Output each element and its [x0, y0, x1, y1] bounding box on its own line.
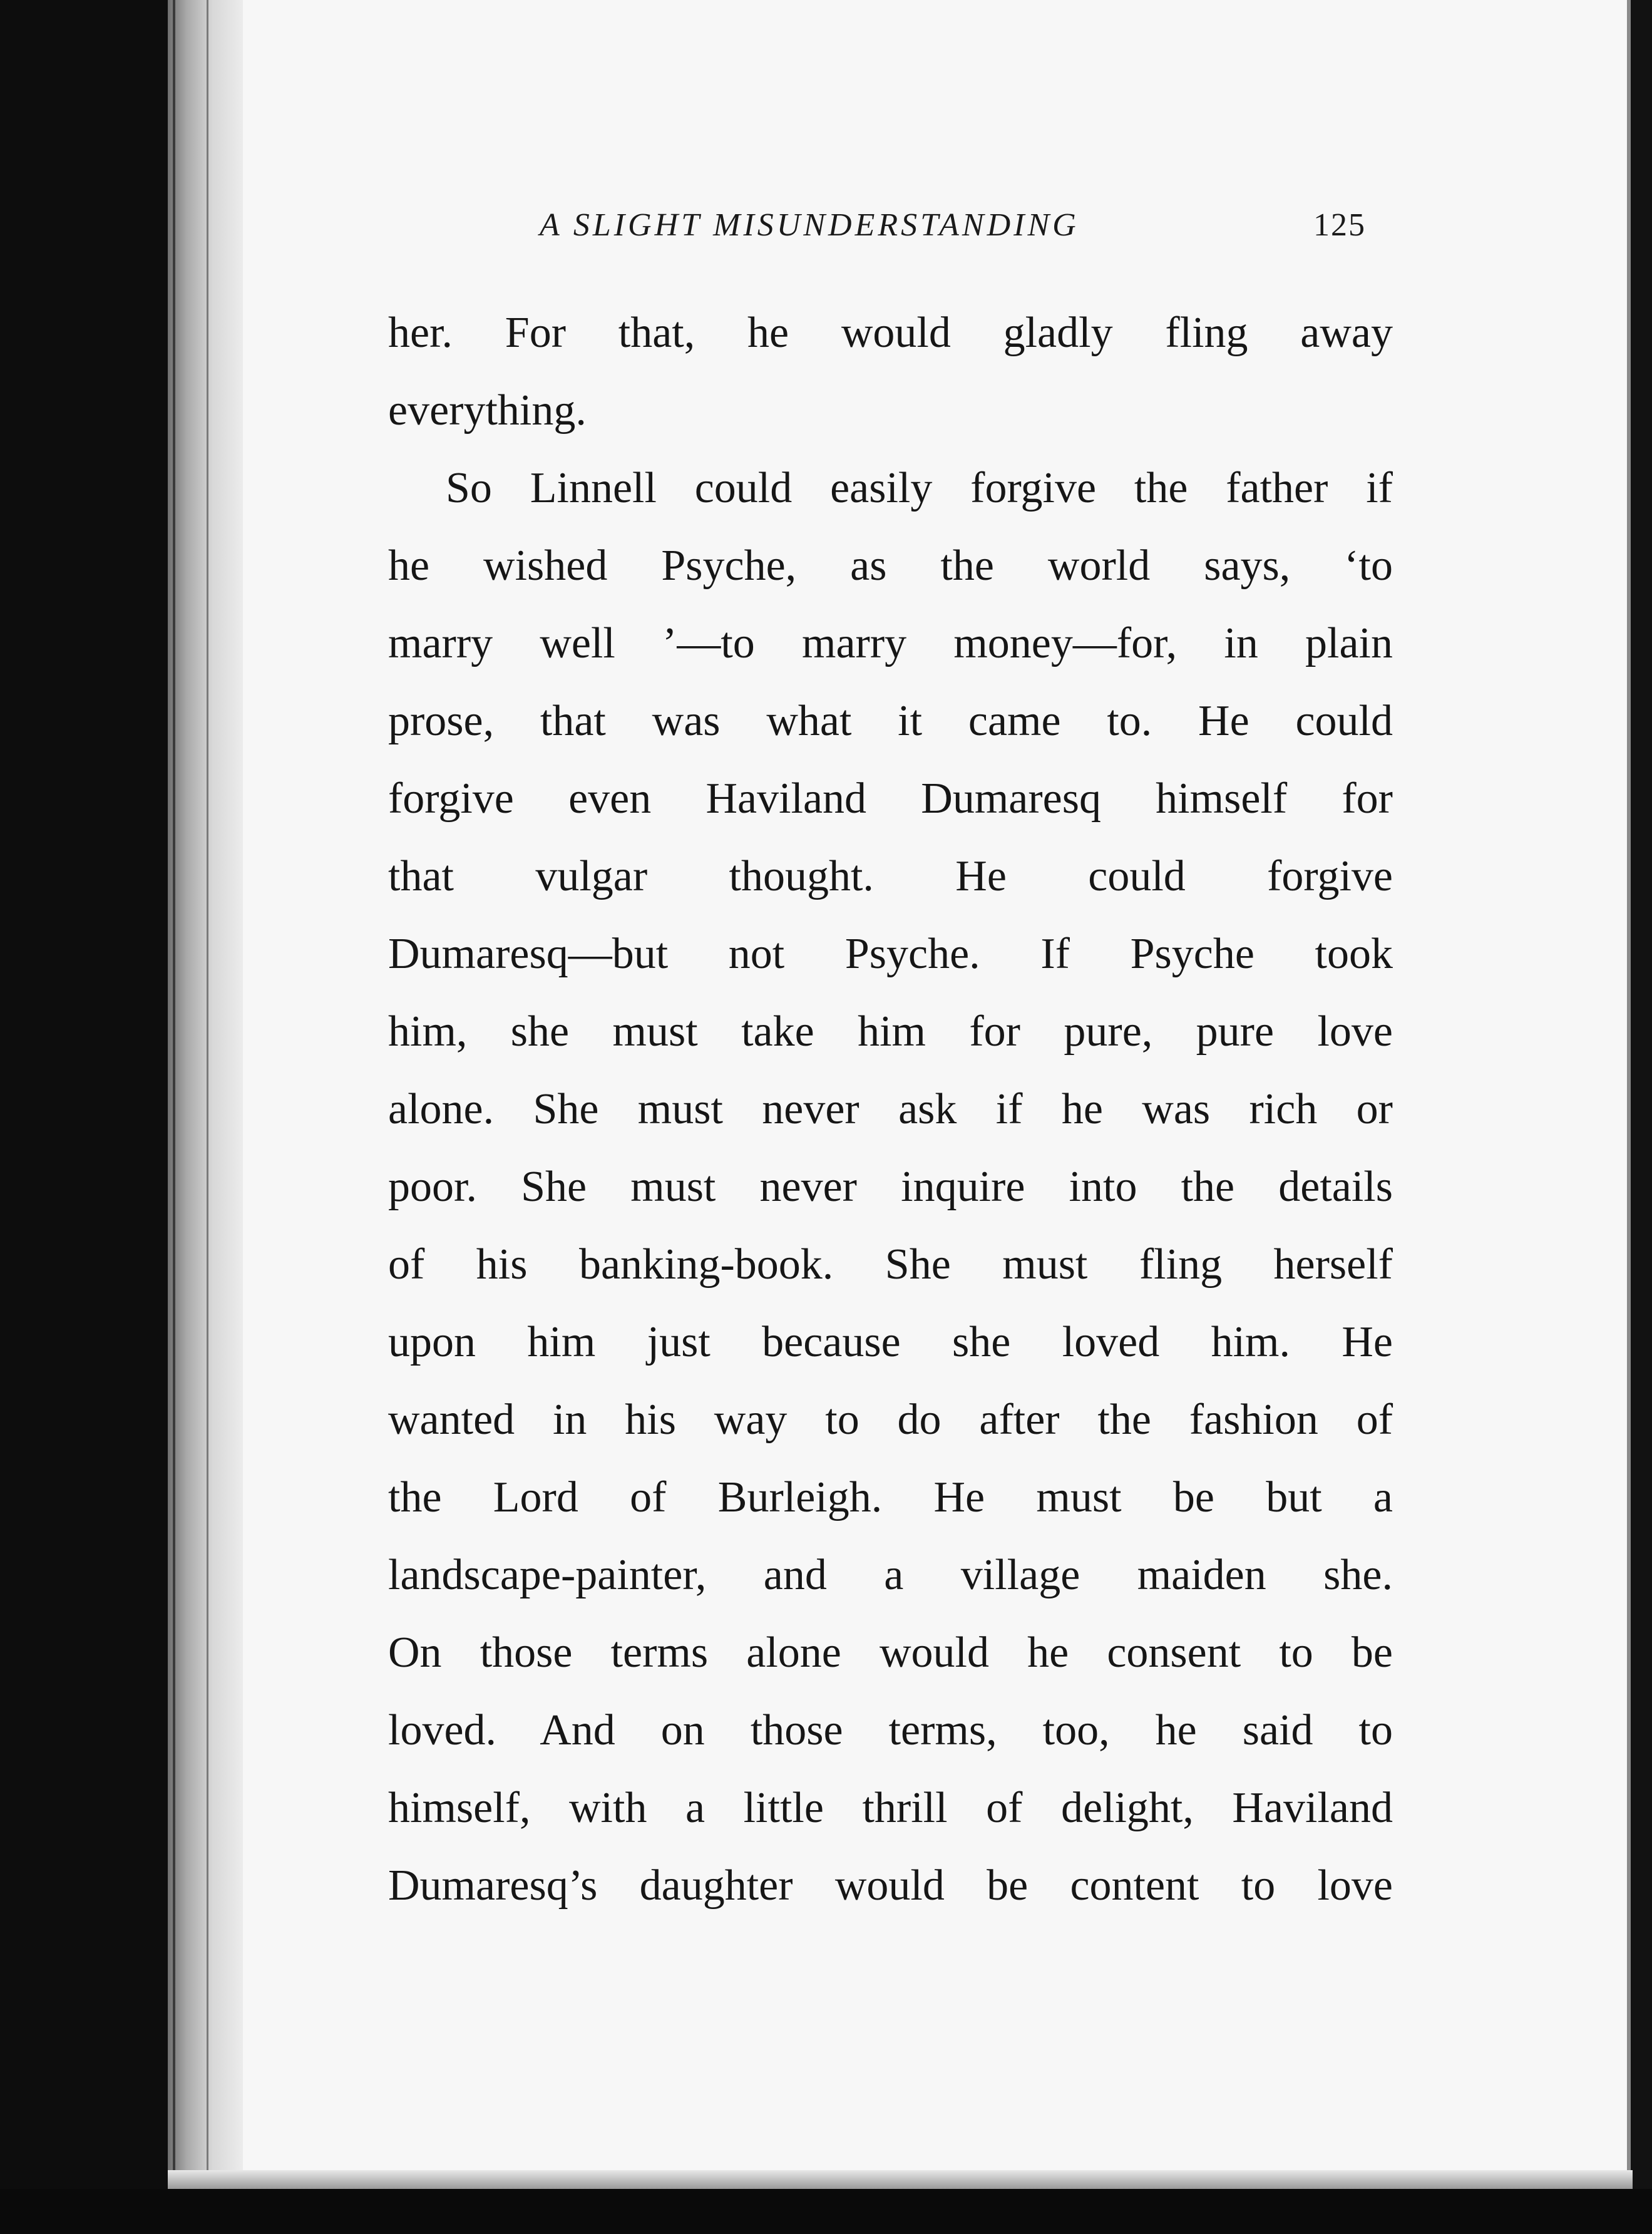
book-gutter: [168, 0, 243, 2191]
text-line: Dumaresq’s daughter would be content to love: [388, 1861, 1393, 1910]
text-line: the Lord of Burleigh. He must be but a: [388, 1473, 1393, 1521]
text-line: her. For that, he would gladly fling away: [388, 309, 1393, 357]
text-line: himself, with a little thrill of delight, Haviland: [388, 1784, 1393, 1832]
text-line: wanted in his way to do after the fashion of: [388, 1396, 1393, 1444]
text-line: loved. And on those terms, too, he said to: [388, 1706, 1393, 1754]
text-line: that vulgar thought. He could forgive: [388, 852, 1393, 900]
running-head: A SLIGHT MISUNDERSTANDING: [540, 207, 1079, 243]
text-line: marry well ’—to marry money—for, in plain: [388, 619, 1393, 667]
page-number: 125: [1313, 207, 1366, 243]
text-line: everything.: [388, 386, 587, 435]
gutter-line: [207, 0, 208, 2191]
text-line: On those terms alone would he consent to be: [388, 1629, 1393, 1677]
text-line: alone. She must never ask if he was rich or: [388, 1085, 1393, 1133]
text-line: he wished Psyche, as the world says, ‘to: [388, 542, 1393, 590]
text-line: So Linnell could easily forgive the father if: [446, 464, 1393, 512]
text-line: prose, that was what it came to. He could: [388, 697, 1393, 745]
text-line: him, she must take him for pure, pure love: [388, 1007, 1393, 1056]
text-line: landscape-painter, and a village maiden she.: [388, 1551, 1393, 1599]
text-line: of his banking-book. She must fling herself: [388, 1240, 1393, 1289]
gutter-line: [173, 0, 175, 2191]
page-edge-bottom: [168, 2170, 1633, 2189]
scan-margin-right: [1631, 0, 1652, 2234]
text-line: poor. She must never inquire into the details: [388, 1163, 1393, 1211]
text-line: forgive even Haviland Dumaresq himself for: [388, 775, 1393, 823]
text-line: upon him just because she loved him. He: [388, 1318, 1393, 1366]
body-text: [388, 294, 1393, 1925]
binding-shadow: [0, 0, 168, 2234]
text-line: Dumaresq—but not Psyche. If Psyche took: [388, 930, 1393, 978]
scan-margin-bottom: [0, 2189, 1652, 2234]
